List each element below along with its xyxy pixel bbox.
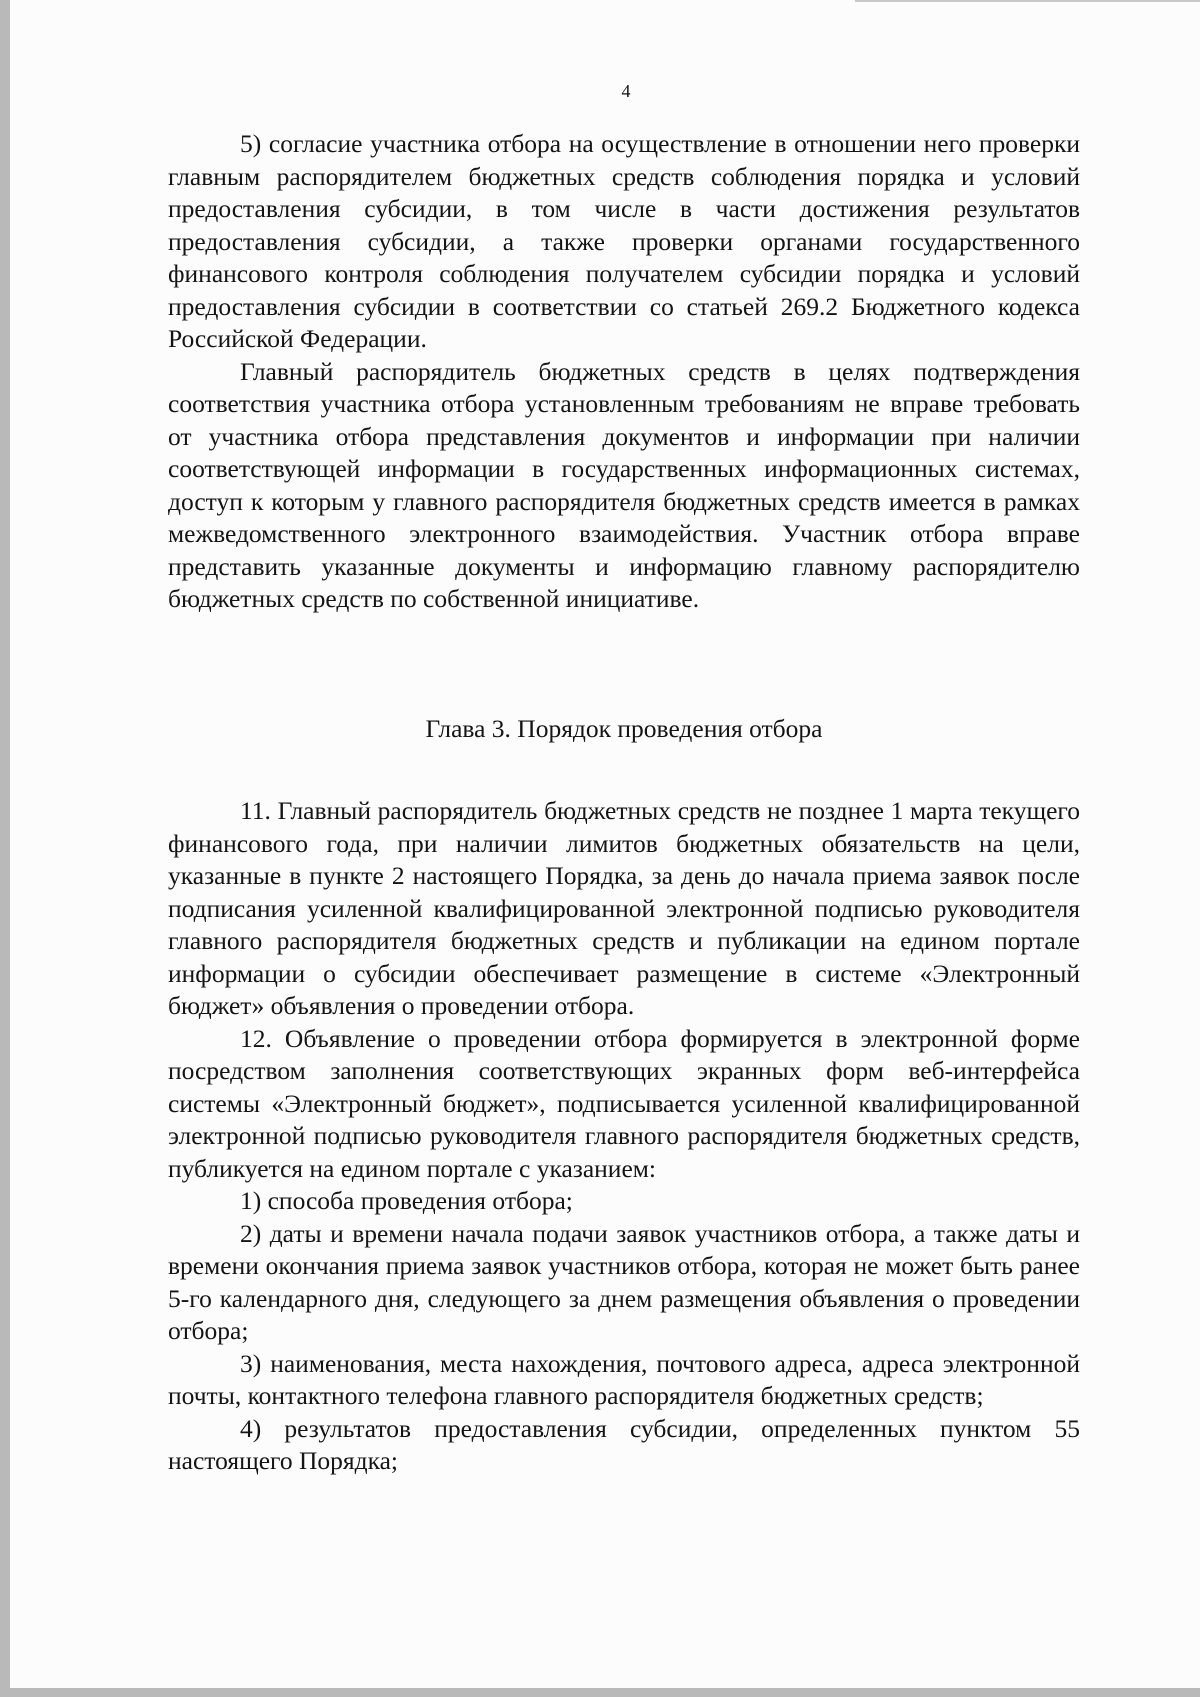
paragraph-item-12: 12. Объявление о проведении отбора формируется в электронной форме посредством заполнения соответствующих экранных форм веб-интерфейса системы «Электронный бюджет», подписывается усиленной квалифицированной электронной подписью руководителя главного распорядителя бюджетных средств, публикуется на едином портале с указанием: [168, 1023, 1080, 1183]
list-item-4: 4) результатов предоставления субсидии, определенных пунктом 55 настоящего Порядка; [168, 1413, 1080, 1475]
list-item-3: 3) наименования, места нахождения, почтового адреса, адреса электронной почты, контактного телефона главного распорядителя бюджетных средств; [168, 1348, 1080, 1410]
page-number: 4 [621, 81, 631, 101]
paragraph-item-11: 11. Главный распорядитель бюджетных средств не позднее 1 марта текущего финансового года, при наличии лимитов бюджетных обязательств на цели, указанные в пункте 2 настоящего Порядка, за день до начала приема заявок после подписания усиленной квалифицированной электронной подписью руководителя главного распорядителя бюджетных средств и публикации на едином портале информации о субсидии обеспечивает размещение в системе «Электронный бюджет» объявления о проведении отбора. [168, 796, 1080, 1020]
chapter-section [168, 795, 1080, 1478]
paragraph-consent-item-5: 5) согласие участника отбора на осуществление в отношении него проверки главным распорядителем бюджетных средств соблюдения порядка и условий предоставления субсидии, в том числе в части достижения результатов предоставления субсидии, а также проверки органами государственного финансового контроля соблюдения получателем субсидии порядка и условий предоставления субсидии в соответствии со статьей 269.2 Бюджетного кодекса Российской Федерации. [168, 129, 1080, 353]
list-item-2: 2) даты и времени начала подачи заявок участников отбора, а также даты и времени окончания приема заявок участников отбора, которая не может быть ранее 5-го календарного дня, следующего за днем размещения объявления о проведении отбора; [168, 1218, 1080, 1345]
scan-edge [855, 0, 1200, 2]
chapter-title: Глава 3. Порядок проведения отбора [425, 714, 823, 743]
paragraph-main-distributor: Главный распорядитель бюджетных средств в целях подтверждения соответствия участника отбора установленным требованиям не вправе требовать от участника отбора представления документов и информации при наличии соответствующей информации в государственных информационных системах, доступ к которым у главного распорядителя бюджетных средств имеется в рамках межведомственного электронного взаимодействия. Участник отбора вправе представить указанные документы и информацию главному распорядителю бюджетных средств по собственной инициативе. [168, 356, 1080, 613]
top-section [168, 128, 1080, 616]
list-item-1: 1) способа проведения отбора; [240, 1186, 573, 1215]
